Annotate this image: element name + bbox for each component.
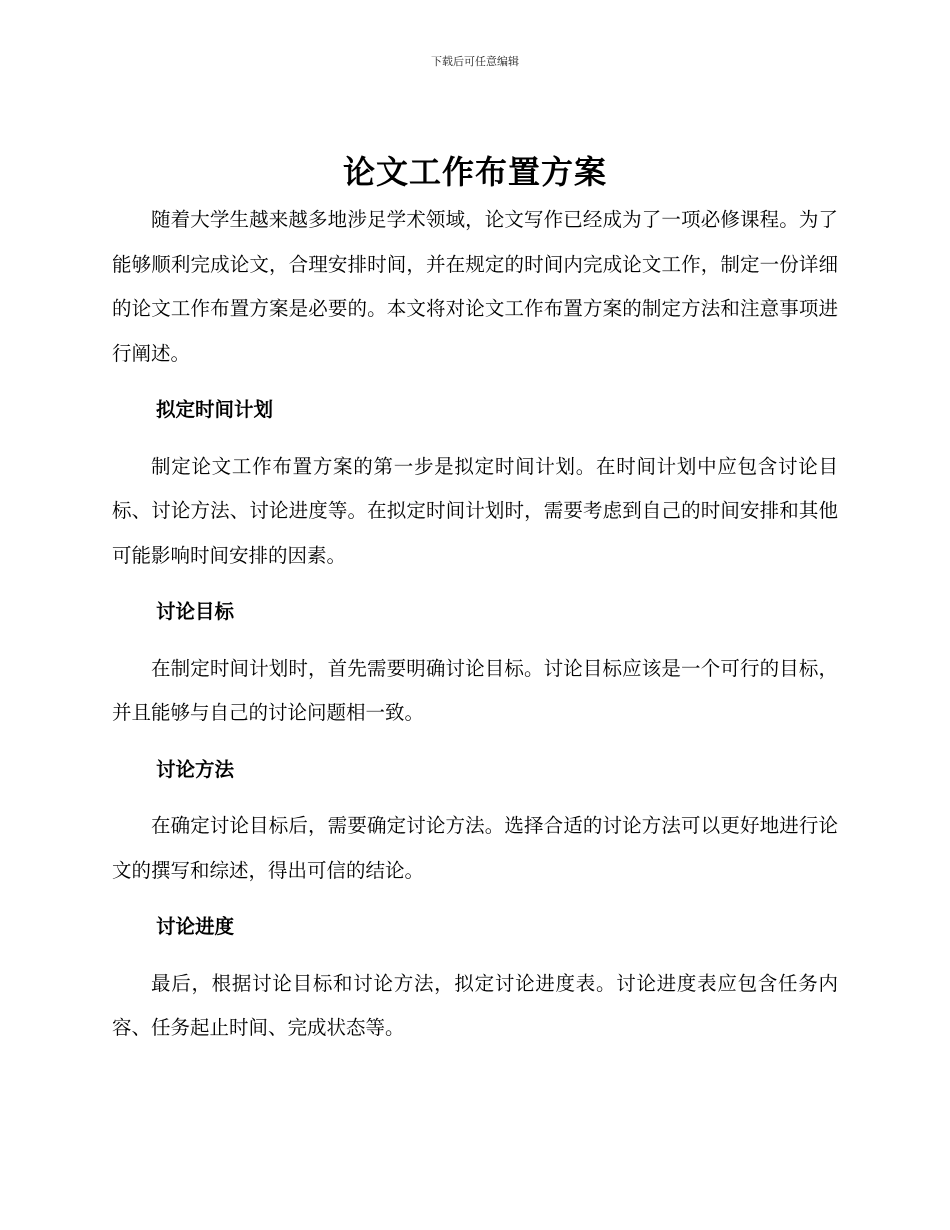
document-title: 论文工作布置方案 (342, 153, 607, 191)
section-heading-progress: 讨论进度 (156, 915, 235, 938)
document-body (112, 198, 838, 1063)
intro-paragraph: 随着大学生越来越多地涉足学术领域，论文写作已经成为了一项必修课程。为了能够顺利完成论文，合理安排时间，并在规定的时间内完成论文工作，制定一份详细的论文工作布置方案是必要的。本文将对论文工作布置方案的制定方法和注意事项进行阐述。 (112, 208, 838, 365)
section-paragraph-time-plan: 制定论文工作布置方案的第一步是拟定时间计划。在时间计划中应包含讨论目标、讨论方法、讨论进度等。在拟定时间计划时，需要考虑到自己的时间安排和其他可能影响时间安排的因素。 (112, 454, 838, 567)
section-paragraph-progress: 最后，根据讨论目标和讨论方法，拟定讨论进度表。讨论进度表应包含任务内容、任务起止时间、完成状态等。 (112, 971, 838, 1039)
section-heading-method: 讨论方法 (156, 757, 235, 781)
section-paragraph-goal: 在制定时间计划时，首先需要明确讨论目标。讨论目标应该是一个可行的目标，并且能够与自己的讨论问题相一致。 (112, 656, 838, 724)
section-heading-goal: 讨论目标 (156, 600, 235, 623)
section-paragraph-method: 在确定讨论目标后，需要确定讨论方法。选择合适的讨论方法可以更好地进行论文的撰写和综述，得出可信的结论。 (112, 814, 838, 882)
page-header: 下载后可任意编辑 (431, 55, 519, 68)
section-heading-time-plan: 拟定时间计划 (156, 398, 274, 421)
